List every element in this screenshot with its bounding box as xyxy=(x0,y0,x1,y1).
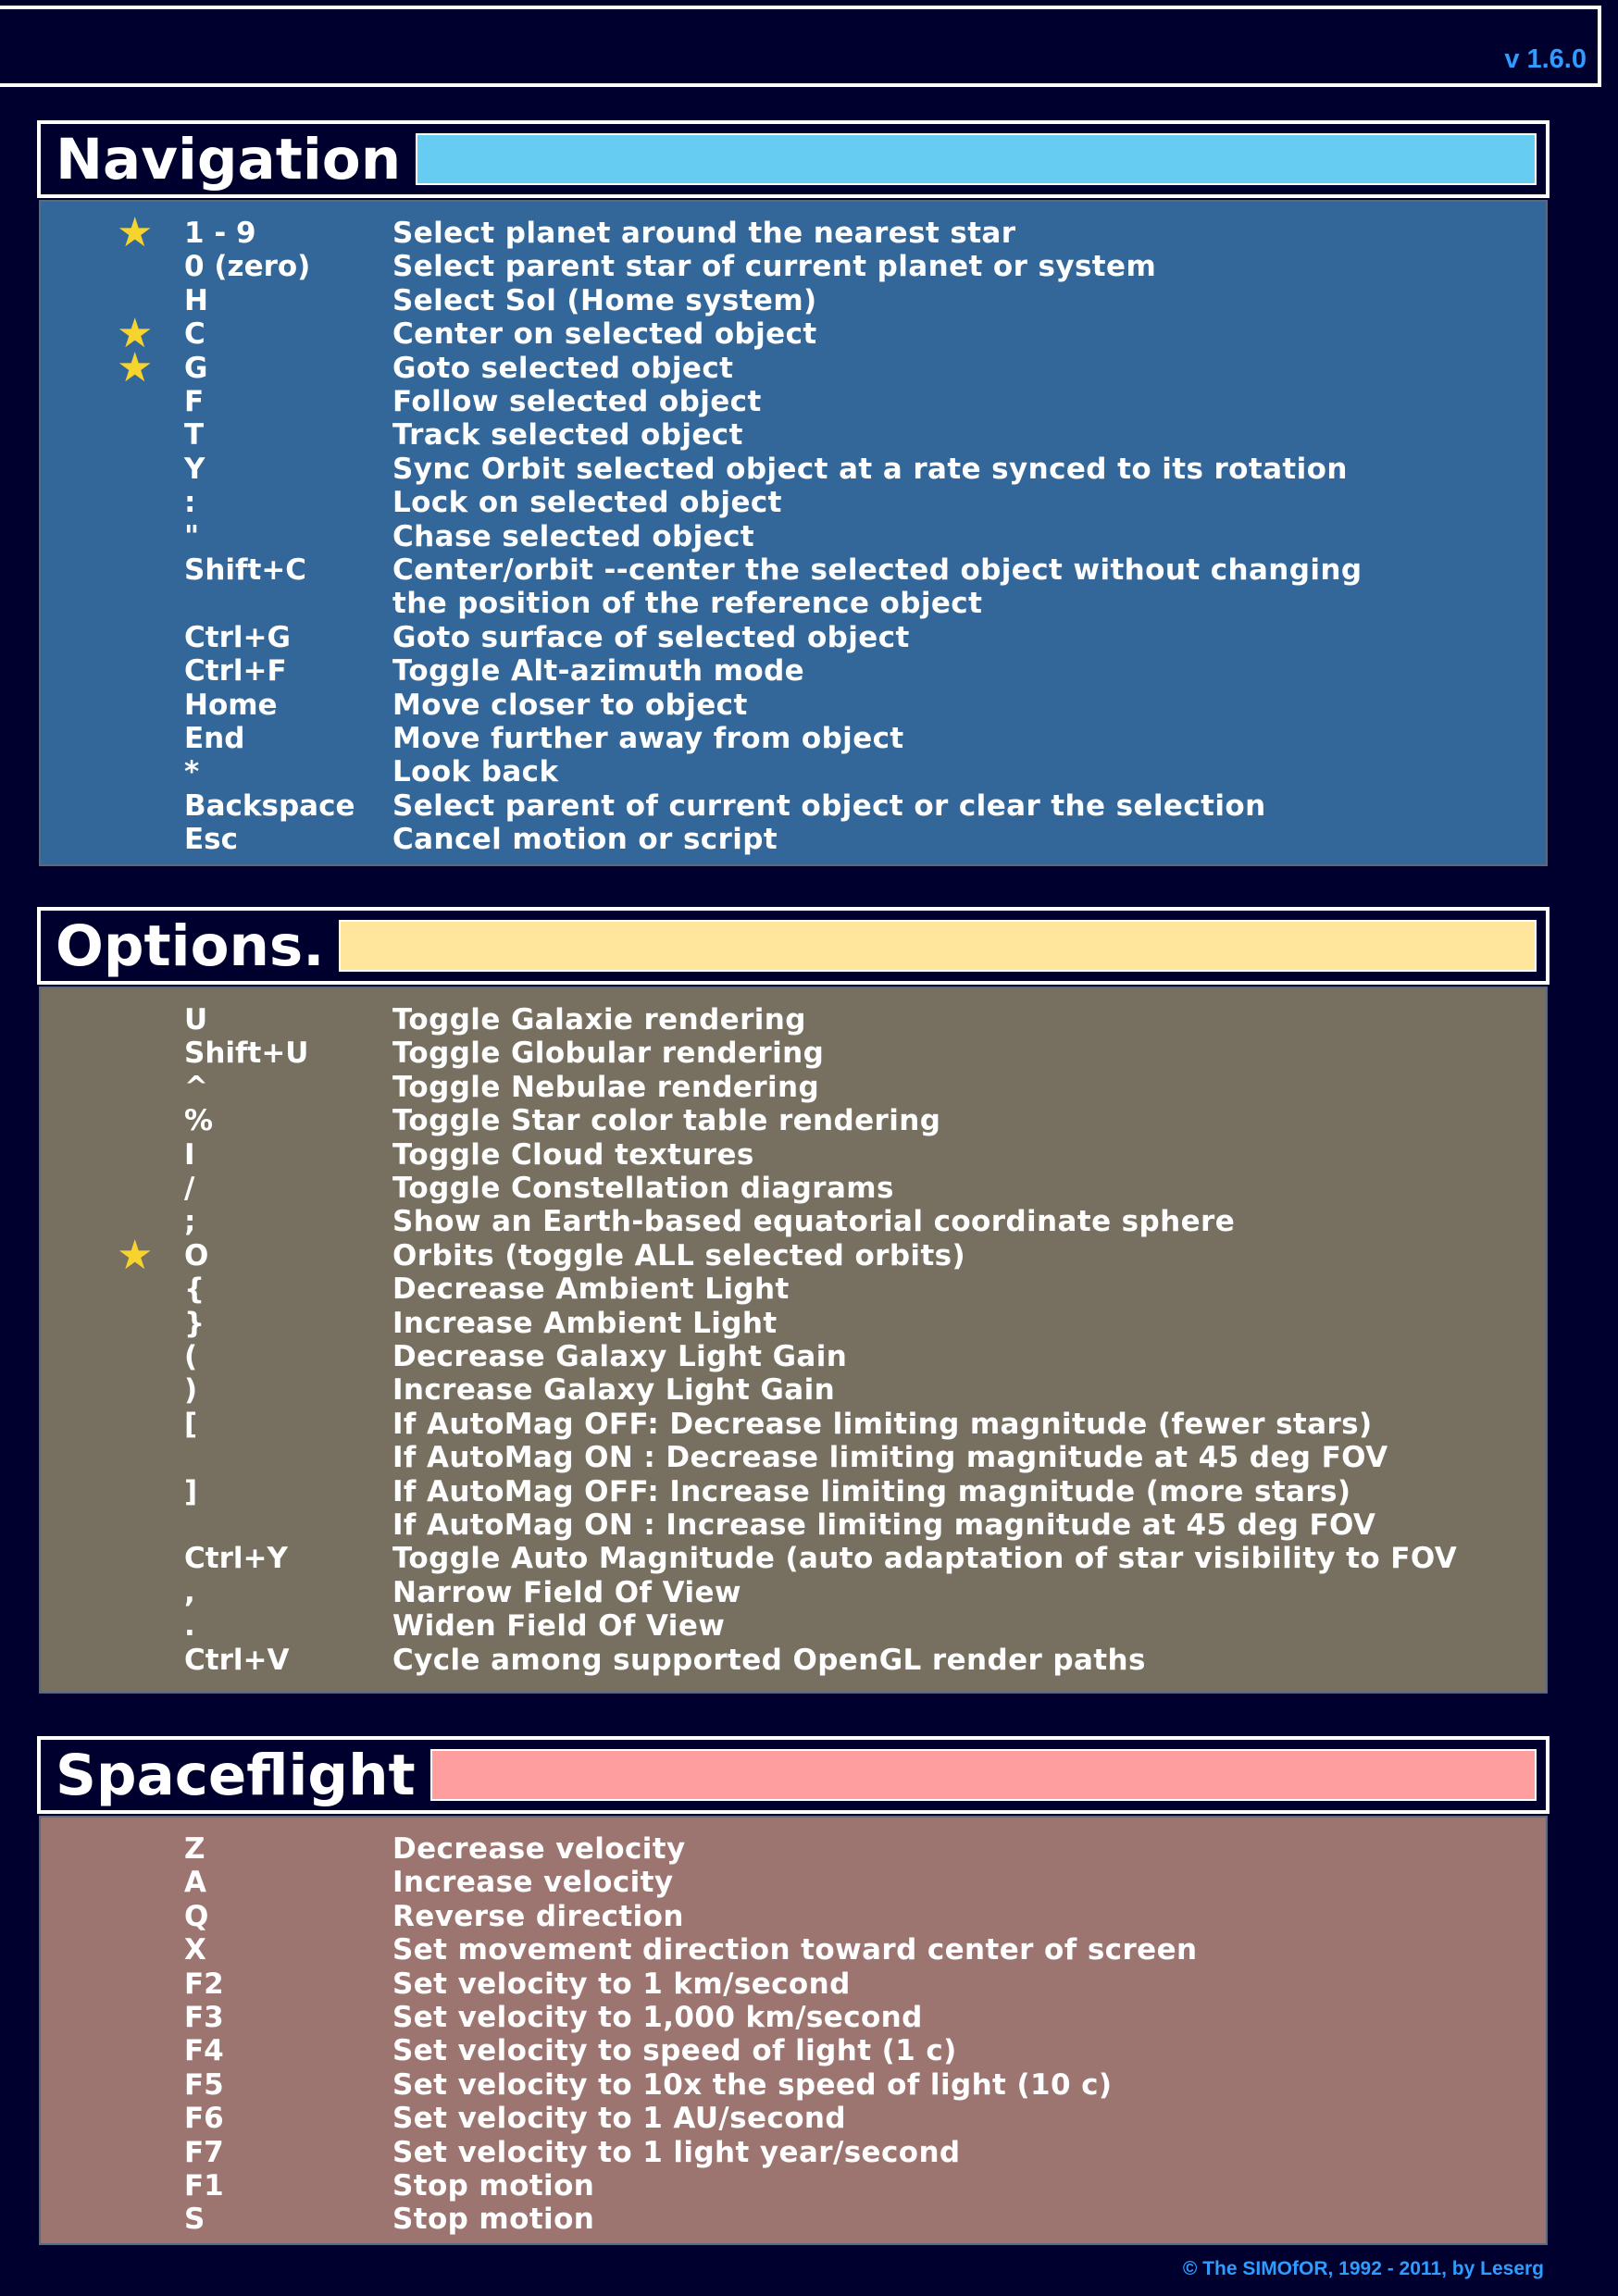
navigation-title: Navigation xyxy=(56,126,402,192)
shortcut-row xyxy=(41,1307,1546,1340)
shortcut-row xyxy=(41,1071,1546,1104)
shortcut-description: Set velocity to 1,000 km/second xyxy=(392,2001,923,2034)
shortcut-description: Show an Earth-based equatorial coordinate sphere xyxy=(392,1205,1236,1239)
shortcut-row xyxy=(41,1900,1546,1933)
spaceflight-header xyxy=(37,1736,1550,1814)
shortcut-key: F xyxy=(184,385,205,418)
options-header xyxy=(37,907,1550,985)
shortcut-key: 0 (zero) xyxy=(184,250,311,284)
shortcut-row xyxy=(41,1340,1546,1373)
shortcut-key: / xyxy=(184,1172,195,1205)
shortcut-key: " xyxy=(184,519,200,553)
shortcut-key: ] xyxy=(184,1474,198,1508)
shortcut-key: F2 xyxy=(184,1967,224,2001)
shortcut-key: Q xyxy=(184,1899,209,1933)
shortcut-row xyxy=(41,1272,1546,1306)
shortcut-key: Shift+C xyxy=(184,553,307,587)
shortcut-row xyxy=(41,1231,1546,1279)
shortcut-description: Set movement direction toward center of screen xyxy=(392,1933,1198,1967)
shortcut-description: Select planet around the nearest star xyxy=(392,217,1016,250)
shortcut-key: O xyxy=(184,1238,209,1272)
shortcut-description: Chase selected object xyxy=(392,519,755,553)
shortcut-row xyxy=(41,2136,1546,2169)
shortcut-description: Set velocity to 1 light year/second xyxy=(392,2135,961,2169)
shortcut-row xyxy=(41,343,1546,391)
shortcut-row xyxy=(41,1104,1546,1137)
shortcut-key: Home xyxy=(184,688,278,722)
shortcut-description: Lock on selected object xyxy=(392,486,782,520)
shortcut-row xyxy=(41,250,1546,283)
navigation-shortcut-list xyxy=(39,200,1548,866)
shortcut-row xyxy=(41,553,1546,587)
shortcut-key: [ xyxy=(184,1407,198,1441)
shortcut-key: ; xyxy=(184,1205,196,1239)
shortcut-description: Toggle Globular rendering xyxy=(392,1036,825,1071)
star-icon: ★ xyxy=(117,1231,154,1279)
shortcut-description: Increase velocity xyxy=(392,1866,674,1900)
shortcut-key: End xyxy=(184,722,245,755)
shortcut-row xyxy=(41,453,1546,486)
shortcut-row xyxy=(41,789,1546,823)
shortcut-description: Move closer to object xyxy=(392,688,748,722)
shortcut-row xyxy=(41,209,1546,256)
shortcut-description: Center on selected object xyxy=(392,317,817,352)
options-title: Options. xyxy=(56,912,325,979)
shortcut-description: Move further away from object xyxy=(392,722,904,755)
top-frame xyxy=(0,6,1601,87)
shortcut-row xyxy=(41,1508,1546,1542)
navigation-header xyxy=(37,120,1550,198)
version-label: v 1.6.0 xyxy=(1504,44,1587,74)
shortcut-description: Goto surface of selected object xyxy=(392,620,910,654)
shortcut-key: F4 xyxy=(184,2034,224,2068)
shortcut-key: U xyxy=(184,1003,208,1036)
shortcut-key: A xyxy=(184,1866,206,1900)
shortcut-key: G xyxy=(184,351,208,385)
shortcut-row xyxy=(41,385,1546,418)
shortcut-description: Set velocity to 10x the speed of light (10 c) xyxy=(392,2067,1113,2102)
spaceflight-color-bar xyxy=(430,1749,1537,1801)
shortcut-description: Reverse direction xyxy=(392,1899,684,1933)
shortcut-row xyxy=(41,1475,1546,1508)
star-icon: ★ xyxy=(117,209,154,256)
shortcut-key: Ctrl+Y xyxy=(184,1542,288,1576)
shortcut-row xyxy=(41,1832,1546,1866)
copyright-footer: © The SIMOfOR, 1992 - 2011, by Leserg xyxy=(1182,2258,1544,2279)
shortcut-description: the position of the reference object xyxy=(392,587,983,621)
shortcut-key: H xyxy=(184,283,208,317)
shortcut-row xyxy=(41,1003,1546,1036)
shortcut-key: ( xyxy=(184,1340,198,1373)
navigation-color-bar xyxy=(416,133,1537,185)
shortcut-key: * xyxy=(184,755,200,789)
shortcut-row xyxy=(41,1441,1546,1474)
shortcut-row xyxy=(41,1609,1546,1643)
shortcut-key: F1 xyxy=(184,2169,224,2203)
shortcut-row xyxy=(41,1576,1546,1609)
shortcut-key: Ctrl+F xyxy=(184,654,287,689)
shortcut-description: Select parent of current object or clear the selection xyxy=(392,788,1266,823)
shortcut-row xyxy=(41,1172,1546,1205)
shortcut-description: Cycle among supported OpenGL render paths xyxy=(392,1643,1146,1677)
shortcut-description: Toggle Auto Magnitude (auto adaptation of star visibility to FOV xyxy=(392,1542,1458,1576)
shortcut-description: If AutoMag ON : Increase limiting magnitude at 45 deg FOV xyxy=(392,1508,1376,1542)
shortcut-row xyxy=(41,2001,1546,2034)
shortcut-description: Toggle Alt-azimuth mode xyxy=(392,654,805,689)
shortcut-description: Widen Field Of View xyxy=(392,1609,726,1644)
shortcut-key: F5 xyxy=(184,2067,224,2102)
shortcut-description: Follow selected object xyxy=(392,385,762,418)
shortcut-description: If AutoMag OFF: Decrease limiting magnitude (fewer stars) xyxy=(392,1407,1373,1441)
shortcut-description: If AutoMag ON : Decrease limiting magnitude at 45 deg FOV xyxy=(392,1441,1388,1475)
shortcut-key: Backspace xyxy=(184,788,355,823)
shortcut-row xyxy=(41,722,1546,755)
shortcut-row xyxy=(41,1408,1546,1441)
options-shortcut-list xyxy=(39,987,1548,1694)
shortcut-description: Set velocity to speed of light (1 c) xyxy=(392,2034,957,2068)
shortcut-key: ^ xyxy=(184,1070,208,1104)
shortcut-key: C xyxy=(184,317,205,352)
shortcut-row xyxy=(41,823,1546,856)
shortcut-description: Orbits (toggle ALL selected orbits) xyxy=(392,1238,966,1272)
options-color-bar xyxy=(339,920,1537,972)
shortcut-key: I xyxy=(184,1137,195,1172)
shortcut-key: . xyxy=(184,1609,195,1644)
shortcut-key: % xyxy=(184,1104,214,1138)
shortcut-description: Narrow Field Of View xyxy=(392,1575,741,1609)
shortcut-row xyxy=(41,1138,1546,1172)
shortcut-key: ) xyxy=(184,1373,198,1408)
shortcut-row xyxy=(41,1644,1546,1677)
shortcut-description: Increase Galaxy Light Gain xyxy=(392,1373,836,1408)
shortcut-key: { xyxy=(184,1272,205,1307)
shortcut-key: F7 xyxy=(184,2135,224,2169)
shortcut-description: If AutoMag OFF: Increase limiting magnitude (more stars) xyxy=(392,1474,1351,1508)
shortcut-key: Esc xyxy=(184,823,239,857)
shortcut-description: Toggle Cloud textures xyxy=(392,1137,754,1172)
shortcut-description: Increase Ambient Light xyxy=(392,1306,778,1340)
shortcut-row xyxy=(41,654,1546,688)
shortcut-description: Toggle Nebulae rendering xyxy=(392,1070,820,1104)
shortcut-description: Track selected object xyxy=(392,418,743,453)
shortcut-key: Z xyxy=(184,1832,205,1866)
shortcut-description: Stop motion xyxy=(392,2203,595,2237)
shortcut-row xyxy=(41,1933,1546,1967)
shortcut-row xyxy=(41,418,1546,452)
shortcut-key: Shift+U xyxy=(184,1036,309,1071)
shortcut-row xyxy=(41,1866,1546,1899)
shortcut-key: Y xyxy=(184,452,205,486)
shortcut-row xyxy=(41,755,1546,788)
shortcut-row xyxy=(41,621,1546,654)
shortcut-key: Ctrl+V xyxy=(184,1643,290,1677)
shortcut-row xyxy=(41,310,1546,358)
shortcut-row xyxy=(41,1373,1546,1407)
shortcut-row xyxy=(41,2068,1546,2102)
spaceflight-shortcut-list xyxy=(39,1816,1548,2245)
shortcut-key: S xyxy=(184,2203,205,2237)
shortcut-description: Select parent star of current planet or system xyxy=(392,250,1157,284)
shortcut-row xyxy=(41,486,1546,519)
shortcut-description: Goto selected object xyxy=(392,351,734,385)
shortcut-row xyxy=(41,520,1546,553)
shortcut-row xyxy=(41,2169,1546,2203)
shortcut-row xyxy=(41,1036,1546,1070)
shortcut-description: Toggle Star color table rendering xyxy=(392,1104,941,1138)
shortcut-description: Center/orbit --center the selected object without changing xyxy=(392,553,1363,587)
shortcut-row xyxy=(41,1205,1546,1238)
shortcut-row xyxy=(41,2203,1546,2236)
shortcut-description: Look back xyxy=(392,755,559,789)
shortcut-row xyxy=(41,2034,1546,2067)
star-icon: ★ xyxy=(117,310,154,358)
shortcut-key: } xyxy=(184,1306,205,1340)
shortcut-description: Decrease velocity xyxy=(392,1832,686,1866)
shortcut-description: Toggle Galaxie rendering xyxy=(392,1003,806,1036)
shortcut-description: Set velocity to 1 km/second xyxy=(392,1967,851,2001)
spaceflight-title: Spaceflight xyxy=(56,1742,416,1808)
shortcut-row xyxy=(41,1542,1546,1575)
shortcut-key: 1 - 9 xyxy=(184,217,256,250)
shortcut-description: Set velocity to 1 AU/second xyxy=(392,2102,846,2136)
shortcut-row xyxy=(41,284,1546,317)
shortcut-description: Select Sol (Home system) xyxy=(392,283,817,317)
shortcut-key: T xyxy=(184,418,205,453)
shortcut-key: , xyxy=(184,1575,195,1609)
shortcut-key: : xyxy=(184,486,196,520)
shortcut-description: Sync Orbit selected object at a rate synced to its rotation xyxy=(392,452,1348,486)
shortcut-key: X xyxy=(184,1933,206,1967)
shortcut-key: F3 xyxy=(184,2001,224,2034)
shortcut-row xyxy=(41,2102,1546,2135)
shortcut-description: Stop motion xyxy=(392,2169,595,2203)
shortcut-key: F6 xyxy=(184,2102,224,2136)
shortcut-key: Ctrl+G xyxy=(184,620,291,654)
shortcut-row xyxy=(41,1967,1546,2001)
shortcut-description: Decrease Galaxy Light Gain xyxy=(392,1340,848,1373)
shortcut-row xyxy=(41,689,1546,722)
shortcut-description: Decrease Ambient Light xyxy=(392,1272,790,1307)
shortcut-row xyxy=(41,587,1546,620)
star-icon: ★ xyxy=(117,343,154,391)
shortcut-description: Toggle Constellation diagrams xyxy=(392,1172,894,1205)
shortcut-description: Cancel motion or script xyxy=(392,823,778,857)
